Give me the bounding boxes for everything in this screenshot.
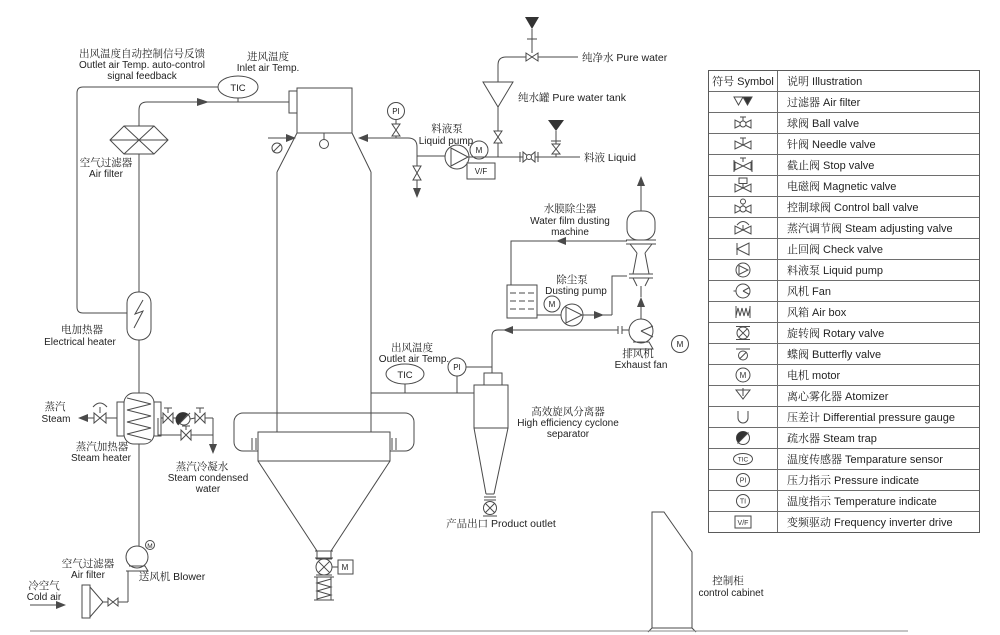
- fan-icon: [709, 281, 778, 301]
- legend-row-label: 温度指示 Temperature indicate: [787, 496, 937, 508]
- label-inlet-temp-en: Inlet air Temp.: [236, 63, 300, 74]
- vf-drive-text: V/F: [474, 167, 488, 176]
- steam-line: [78, 403, 117, 423]
- legend-row: [709, 301, 979, 322]
- label-wfd-en2: machine: [551, 227, 589, 238]
- label-condensed-zh: 蒸汽冷凝水: [175, 461, 229, 473]
- svg-text:PI: PI: [739, 477, 747, 485]
- motor-dusting-pump-text: M: [548, 300, 556, 309]
- motor-rotary-valve-text: M: [341, 563, 349, 572]
- label-cyclone-en1: High efficiency cyclone: [517, 418, 619, 429]
- label-outlet-temp-zh: 出风温度: [391, 342, 433, 354]
- legend-header-row: [709, 71, 979, 91]
- legend-row-label: 控制球阀 Control ball valve: [787, 202, 919, 214]
- legend-row: [709, 91, 979, 112]
- label-dusting-pump-en: Dusting pump: [545, 286, 607, 297]
- steam-trap-icon: [709, 428, 778, 448]
- legend-row: [709, 385, 979, 406]
- steam-adjusting-valve-icon: [709, 218, 778, 238]
- condensate-line: [158, 408, 217, 454]
- electrical-heater: [127, 292, 151, 340]
- inlet-air-pipe: [139, 91, 297, 126]
- water-film-duster: [626, 176, 656, 286]
- rotary-valve-icon: [709, 323, 778, 343]
- legend-row-label: 变频驱动 Frequency inverter drive: [787, 517, 953, 529]
- motor-liquid-pump-text: M: [475, 146, 483, 155]
- label-product-outlet: 产品出口 Product outlet: [446, 518, 556, 530]
- label-feedback-zh: 出风温度自动控制信号反馈: [79, 48, 205, 60]
- legend-row: [709, 133, 979, 154]
- butterfly-valve-icon: [709, 344, 778, 364]
- label-blower: 送风机 Blower: [138, 571, 206, 583]
- label-wfd-zh: 水膜除尘器: [543, 203, 597, 215]
- motor-icon: [709, 365, 778, 385]
- legend-row-label: 针阀 Needle valve: [787, 139, 876, 151]
- diff-pressure-gauge-icon: [709, 407, 778, 427]
- label-air-filter-top-zh: 空气过滤器: [79, 157, 133, 169]
- magnetic-valve-icon: [709, 176, 778, 196]
- legend-row-label: 风机 Fan: [787, 286, 832, 298]
- label-liquid-pump-en: Liquid pump: [418, 136, 474, 147]
- label-inlet-temp-zh: 进风温度: [247, 51, 289, 63]
- svg-text:M: M: [739, 371, 747, 380]
- pi-cyclone-text: PI: [453, 363, 461, 372]
- atomizer-symbol: [320, 133, 329, 149]
- legend-header-symbol: 符号 Symbol: [709, 71, 778, 91]
- legend-row: [709, 259, 979, 280]
- legend-row: [709, 112, 979, 133]
- legend-row: [709, 511, 979, 532]
- legend-row: [709, 364, 979, 385]
- legend-row: [709, 238, 979, 259]
- label-cyclone-en2: separator: [546, 429, 590, 440]
- label-condensed-en2: water: [195, 484, 221, 495]
- legend-row-label: 电磁阀 Magnetic valve: [787, 181, 897, 193]
- cyclone-separator: [474, 336, 508, 516]
- legend-row-label: 压差计 Differential pressure gauge: [787, 412, 955, 424]
- drying-tower: [234, 88, 414, 558]
- label-exhaust-fan-en: Exhaust fan: [614, 360, 668, 371]
- legend-row: [709, 427, 979, 448]
- motor-blower-text: M: [147, 543, 153, 550]
- legend-row: [709, 490, 979, 511]
- label-wfd-en1: Water film dusting: [530, 216, 610, 227]
- legend-row-label: 压力指示 Pressure indicate: [787, 475, 920, 487]
- ball-valve-icon: [709, 113, 778, 133]
- svg-text:TI: TI: [739, 498, 747, 506]
- control-ball-valve-icon: [709, 197, 778, 217]
- tic-outlet-text: TIC: [397, 370, 413, 381]
- check-valve-icon: [709, 239, 778, 259]
- label-electrical-heater-zh: 电加热器: [61, 324, 103, 336]
- legend-row-label: 止回阀 Check valve: [787, 244, 883, 256]
- air-filter-icon: [709, 92, 778, 112]
- legend-row: [709, 175, 979, 196]
- control-cabinet: [648, 512, 696, 632]
- legend-row: [709, 280, 979, 301]
- legend-row-label: 过滤器 Air filter: [787, 97, 861, 109]
- label-air-filter-bottom-en: Air filter: [71, 570, 105, 581]
- feedback-signal-line: [77, 87, 218, 313]
- pi-feed-text: PI: [392, 107, 400, 116]
- legend-row: [709, 343, 979, 364]
- air-box-icon: [709, 302, 778, 322]
- label-pure-water: 纯净水 Pure water: [582, 52, 668, 64]
- legend-row-label: 温度传感器 Temparature sensor: [787, 454, 943, 466]
- liquid-pump-icon: [709, 260, 778, 280]
- label-steam-zh: 蒸汽: [44, 401, 66, 413]
- legend-row-label: 离心雾化器 Atomizer: [787, 391, 889, 403]
- label-feedback-en2: signal feedback: [107, 71, 177, 82]
- needle-valve-icon: [709, 134, 778, 154]
- legend-row: [709, 322, 979, 343]
- legend-row: [709, 154, 979, 175]
- label-liquid-pump-zh: 料液泵: [431, 123, 463, 135]
- tic-inlet-text: TIC: [230, 83, 246, 94]
- pressure-indicate-icon: [709, 470, 778, 490]
- label-control-cabinet-en: control cabinet: [698, 588, 764, 599]
- label-liquid: 料液 Liquid: [584, 152, 636, 164]
- legend-row-label: 风箱 Air box: [787, 307, 847, 319]
- cyclone-to-fan-pipe: [492, 326, 629, 336]
- label-steam-en: Steam: [41, 414, 71, 425]
- label-dusting-pump-zh: 除尘泵: [556, 274, 588, 286]
- label-electrical-heater-en: Electrical heater: [44, 337, 116, 348]
- label-steam-heater-zh: 蒸汽加热器: [75, 441, 129, 453]
- label-feedback-en1: Outlet air Temp. auto-control: [79, 60, 205, 71]
- steam-heater: [117, 393, 161, 444]
- atomizer-icon: [709, 386, 778, 406]
- legend-row-label: 疏水器 Steam trap: [787, 433, 877, 445]
- legend-row-label: 蝶阀 Butterfly valve: [787, 349, 882, 361]
- legend-row: [709, 217, 979, 238]
- air-filter-top-symbol: [110, 126, 168, 154]
- temp-sensor-icon: [709, 449, 778, 469]
- legend-row-label: 旋转阀 Rotary valve: [787, 328, 885, 340]
- label-air-filter-bottom-zh: 空气过滤器: [61, 558, 115, 570]
- label-control-cabinet-zh: 控制柜: [712, 575, 744, 587]
- legend-row-label: 电机 motor: [787, 370, 841, 382]
- legend-header-illustration: 说明 Illustration: [787, 76, 863, 88]
- legend-row: [709, 469, 979, 490]
- legend-row: [709, 448, 979, 469]
- label-cyclone-zh: 高效旋风分离器: [531, 406, 605, 418]
- legend-row-label: 截止阀 Stop valve: [787, 160, 875, 172]
- label-air-filter-top-en: Air filter: [89, 169, 123, 180]
- label-steam-heater-en: Steam heater: [70, 453, 132, 464]
- stop-valve-icon: [709, 155, 778, 175]
- label-cold-air-en: Cold air: [26, 592, 62, 603]
- legend-table: [708, 70, 980, 533]
- temp-indicate-icon: [709, 491, 778, 511]
- label-exhaust-fan-zh: 排风机: [622, 348, 654, 360]
- legend-row: [709, 196, 979, 217]
- freq-drive-icon: [709, 512, 778, 532]
- svg-text:V/F: V/F: [737, 520, 749, 527]
- label-pure-water-tank: 纯水罐 Pure water tank: [518, 92, 626, 104]
- pure-water-tank: [483, 17, 578, 157]
- motor-exhaust-fan-text: M: [676, 340, 684, 349]
- label-outlet-temp-en: Outlet air Temp.: [378, 354, 450, 365]
- label-condensed-en1: Steam condensed: [167, 473, 249, 484]
- legend-row-label: 料液泵 Liquid pump: [787, 265, 883, 277]
- legend-row-label: 球阀 Ball valve: [787, 118, 860, 130]
- label-cold-air-zh: 冷空气: [28, 580, 60, 592]
- legend-row-label: 蒸汽调节阀 Steam adjusting valve: [787, 223, 953, 235]
- svg-text:TIC: TIC: [737, 456, 749, 464]
- legend-row: [709, 406, 979, 427]
